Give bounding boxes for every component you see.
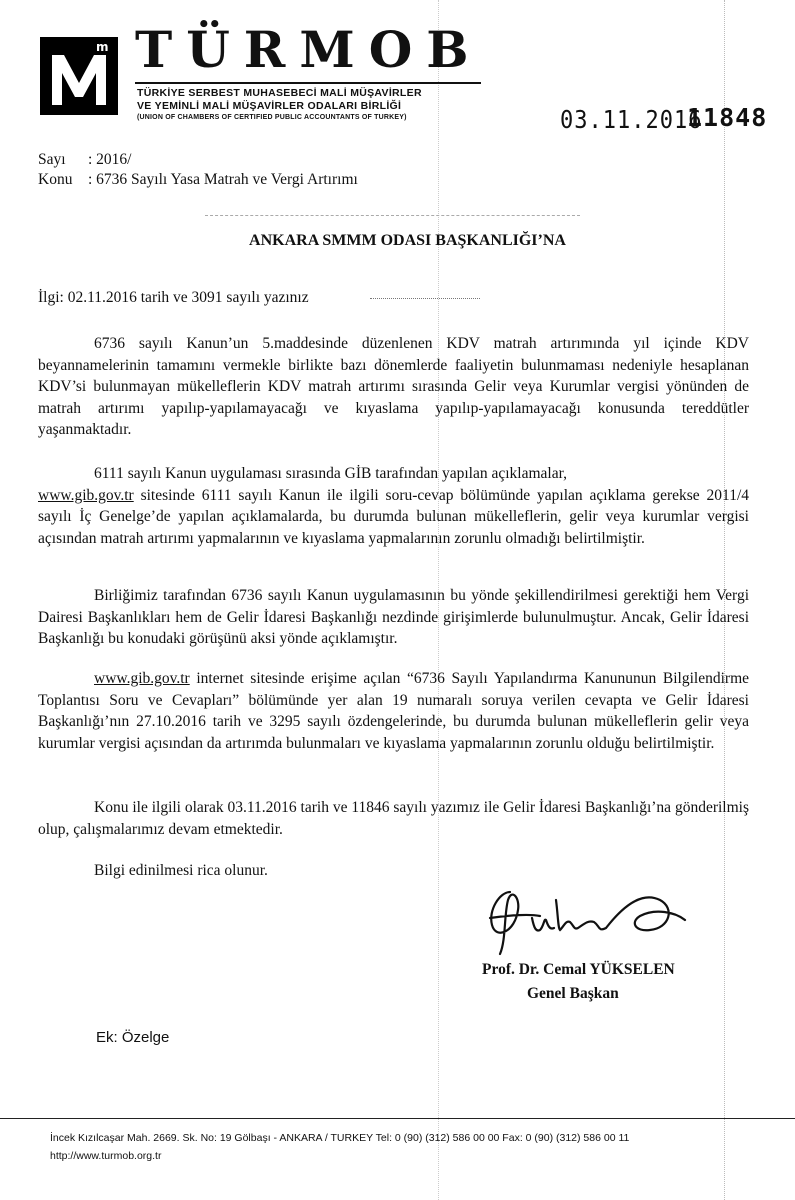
- paragraph-4: [38, 668, 749, 754]
- sayi-value: : 2016/: [88, 151, 132, 168]
- footer-website[interactable]: http://www.turmob.org.tr: [50, 1150, 162, 1162]
- paragraph-2-prefix: 6111 sayılı Kanun uygulaması sırasında GİB tarafından yapılan açıklamalar,: [94, 465, 567, 482]
- turmob-logo-icon: [40, 37, 118, 115]
- org-name-line2: VE YEMİNLİ MALİ MÜŞAVİRLER ODALARI BİRLİĞİ: [137, 100, 402, 112]
- closing-line: Bilgi edinilmesi rica olunur.: [94, 862, 268, 879]
- signatory-title: Genel Başkan: [527, 985, 619, 1002]
- signatory-name: Prof. Dr. Cemal YÜKSELEN: [482, 961, 675, 978]
- footer-address: İncek Kızılcaşar Mah. 2669. Sk. No: 19 Gölbaşı - ANKARA / TURKEY Tel: 0 (90) (312) 586 00 00 Fax: 0 (90) (312) 586 00 11: [50, 1132, 630, 1144]
- stamp-date: 03.11.2016: [560, 106, 703, 135]
- org-name-line1: TÜRKİYE SERBEST MUHASEBECİ MALİ MÜŞAVİRLER: [137, 87, 422, 99]
- paragraph-2: [38, 463, 749, 549]
- turmob-logo: [40, 37, 118, 115]
- footer-rule: [0, 1118, 795, 1119]
- konu-row: [38, 172, 358, 188]
- brand-name: TÜRMOB: [135, 20, 483, 79]
- handwritten-signature: [470, 870, 700, 965]
- gib-link[interactable]: www.gib.gov.tr: [94, 670, 190, 687]
- sayi-label: Sayı: [38, 151, 66, 168]
- scan-dots: [370, 298, 480, 299]
- org-name-english: (UNION OF CHAMBERS OF CERTIFIED PUBLIC ACCOUNTANTS OF TURKEY): [137, 114, 407, 121]
- paragraph-4-text: internet sitesinde erişime açılan “6736 Sayılı Yapılandırma Kanununun Bilgilendirme Toplantısı Soru ve Cevapları” bölümünde yer alan 19 numaralı soruya verilen cevapta ve Gelir İdaresi Başkanlığı’nın 27.10.2016 tarih ve 3295 sayılı özdengelerinde, bu durumda bulunan mükelleflerin gelir veya kurumlar vergisi açısından da artırımda bulunmaları ve kıyaslama yapmalarının zorunlu olduğu belirtilmiştir.: [38, 670, 750, 752]
- paragraph-5: Konu ile ilgili olarak 03.11.2016 tarih ve 11846 sayılı yazımız ile Gelir İdaresi Başkanlığı’na gönderilmiş olup, çalışmalarımız devam etmektedir.: [38, 799, 749, 838]
- gib-link[interactable]: www.gib.gov.tr: [38, 486, 134, 504]
- sayi-row: [38, 152, 132, 168]
- paragraph-1: 6736 sayılı Kanun’un 5.maddesinde düzenlenen KDV matrah artırımında yıl içinde KDV beyannamelerinin tamamını vermekle birlikte bazı dönemlerde faaliyetin bulunmaması nedeniyle hesaplanan KDV’si bulunmayan mükelleflerin KDV matrah artırımı sırasında Gelir veya Kurumlar vergisi yönünden de matrah artırımı yapılıp-yapılamayacağı ve kıyaslama yapılıp-yapılamayacağı konusunda tereddütler yaşanmaktadır.: [38, 335, 749, 438]
- svg-text:m: m: [96, 40, 109, 54]
- konu-label: Konu: [38, 171, 73, 188]
- recipient: ANKARA SMMM ODASI BAŞKANLIĞI’NA: [249, 232, 566, 249]
- paragraph-2-text: sitesinde 6111 sayılı Kanun ile ilgili soru-cevap bölümünde yapılan açıklama gerekse 2011/4 sayılı İç Genelge’de yapılan açıklamalarda, bu durumda bulunan mükelleflerin, gelir veya kurumlar vergisi açısından matrah artırımı yapmalarının ve kıyaslama yapmalarının zorunlu olmadığı belirtilmiştir.: [38, 486, 749, 547]
- reference-line: İlgi: 02.11.2016 tarih ve 3091 sayılı yazınız: [38, 289, 309, 306]
- stamp-number: 11848: [687, 103, 768, 132]
- konu-value: : 6736 Sayılı Yasa Matrah ve Vergi Artırımı: [88, 171, 358, 188]
- scan-dash: [205, 215, 580, 216]
- paragraph-3: Birliğimiz tarafından 6736 sayılı Kanun uygulamasının bu yönde şekillendirilmesi gerektiği hem Vergi Dairesi Başkanlıkları hem de Gelir İdaresi Başkanlığı nezdinde girişimlerde bulunulmuştur. Ancak, Gelir İdaresi Başkanlığı bu konudaki görüşünü aksi yönde açıklamıştır.: [38, 587, 749, 647]
- header-rule: [135, 82, 481, 84]
- attachment-line: Ek: Özelge: [96, 1029, 170, 1046]
